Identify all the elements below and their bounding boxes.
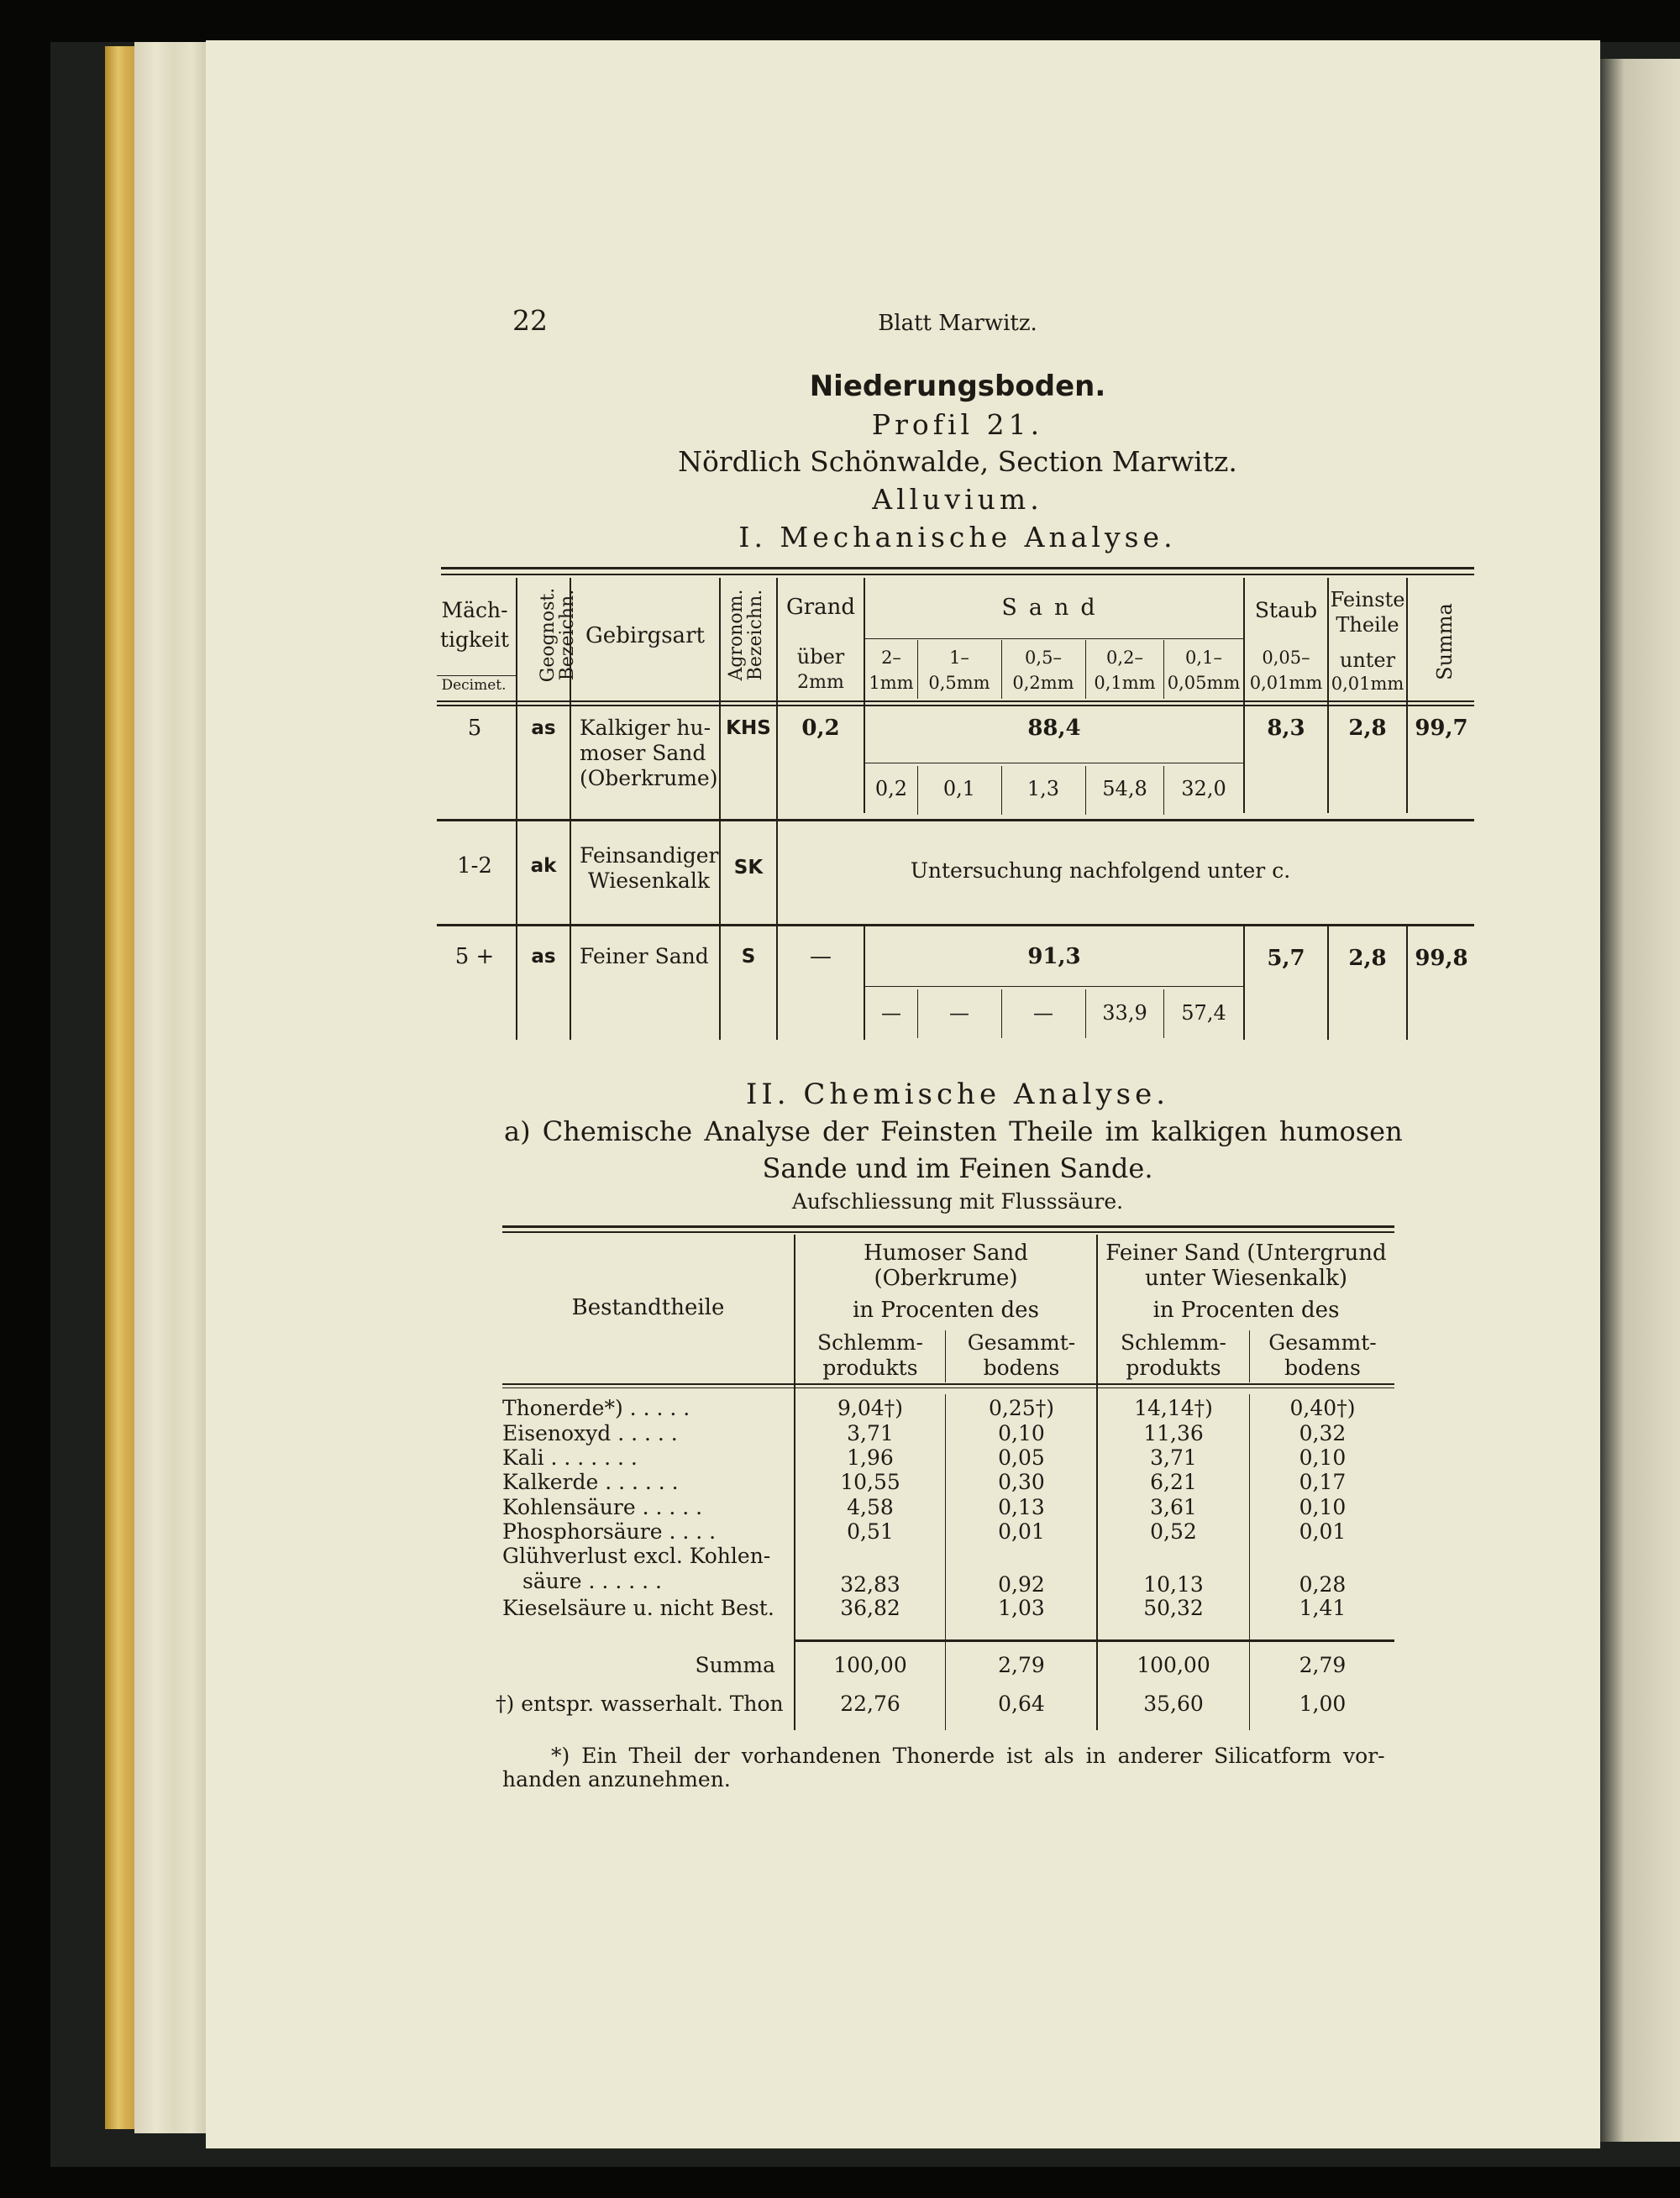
row3-gebirgsart-1: Feiner Sand: [580, 944, 709, 968]
chem-row-value: 0,30: [998, 1470, 1045, 1494]
chem-thon-value: 0,64: [998, 1692, 1045, 1716]
chem-row-value: 3,61: [1150, 1495, 1197, 1519]
chem-summa-value: 100,00: [1137, 1653, 1210, 1677]
col-maechtigkeit-2: tigkeit: [439, 627, 510, 652]
row1-gebirgsart-2: moser Sand: [580, 741, 706, 765]
row1-maechtigkeit: 5: [467, 716, 482, 741]
chem-row-value: 50,32: [1143, 1596, 1204, 1620]
formation-line: Alluvium.: [872, 483, 1043, 516]
chem-row-name: Kali . . . . . . .: [502, 1445, 638, 1470]
chem-row-name: Eisenoxyd . . . . .: [502, 1421, 678, 1445]
chem-summa-value: 100,00: [833, 1653, 907, 1677]
chem-row-value: 36,82: [840, 1596, 900, 1620]
col-sand-01-005: 0,1–0,05mm: [1167, 648, 1241, 693]
col-sand-2-1: 2–1mm: [869, 648, 914, 693]
chemical-heading: II. Chemische Analyse.: [745, 1078, 1170, 1111]
chem-row-name: Glühverlust excl. Kohlen-: [502, 1544, 771, 1568]
chem-row-name: Kalkerde . . . . . .: [502, 1470, 679, 1494]
chem-row-value: 0,25†): [989, 1396, 1054, 1420]
col-sand-05-02: 0,5–0,2mm: [1012, 648, 1074, 693]
row3-sand-2: —: [949, 1001, 969, 1025]
col-grand-ueber: über: [796, 645, 845, 669]
page-stack-edge: [134, 42, 206, 2133]
row3-sand-4: 33,9: [1102, 1001, 1147, 1025]
chem-col-schlemm-2a: produkts: [822, 1356, 918, 1380]
chem-row-name: Phosphorsäure . . . .: [502, 1519, 717, 1544]
profile-title: Profil 21.: [871, 408, 1044, 441]
col-staub-size: 0,05–0,01mm: [1249, 648, 1323, 693]
col-decimet: Decimet.: [441, 677, 507, 694]
row3-grand: —: [810, 944, 832, 969]
row2-note: Untersuchung nachfolgend unter c.: [910, 858, 1291, 883]
chem-row-value: 0,51: [847, 1519, 894, 1544]
chem-col-humoser-2: (Oberkrume): [874, 1266, 1018, 1291]
chem-row-value: 0,92: [998, 1572, 1045, 1597]
chem-summa-value: 2,79: [1299, 1653, 1347, 1677]
row2-gebirgsart-2: Wiesenkalk: [588, 868, 710, 893]
col-summa: Summa: [1433, 603, 1457, 680]
col-feinste-3: unter: [1339, 648, 1396, 672]
chem-row-value: 10,55: [840, 1470, 900, 1494]
chemical-subheading-1: a) Chemische Analyse der Feinsten Theile im kalkigen humosen: [504, 1115, 1403, 1147]
footnote-line-2: handen anzunehmen.: [502, 1767, 731, 1791]
gilt-page-edges: [105, 46, 134, 2129]
col-feinste-1: Feinste: [1330, 588, 1405, 611]
col-feinste-size: 0,01mm: [1331, 674, 1404, 694]
chem-row-value: 0,01: [998, 1519, 1045, 1544]
chemical-method: Aufschliessung mit Flusssäure.: [791, 1189, 1124, 1214]
chem-col-humoser-1: Humoser Sand: [864, 1241, 1028, 1266]
col-maechtigkeit-1: Mäch-: [441, 598, 508, 622]
row1-grand: 0,2: [801, 716, 840, 741]
row2-maechtigkeit: 1-2: [457, 853, 492, 879]
chem-row-name: säure . . . . . .: [522, 1569, 662, 1593]
chem-col-schlemm-2b: produkts: [1126, 1356, 1221, 1380]
chemical-subheading-2: Sande und im Feinen Sande.: [762, 1152, 1153, 1184]
chem-row-value: 0,28: [1299, 1572, 1347, 1597]
row3-sand-1: —: [881, 1001, 901, 1025]
chem-col-schlemm-1a: Schlemm-: [817, 1330, 923, 1355]
footnote-line-1: *) Ein Theil der vorhandenen Thonerde ist als in anderer Silicatform vor-: [551, 1744, 1385, 1768]
chem-row-value: 4,58: [847, 1495, 894, 1519]
chem-col-gesammt-1a: Gesammt-: [967, 1330, 1076, 1355]
chem-col-feiner-2: unter Wiesenkalk): [1145, 1266, 1347, 1291]
row1-sand-total: 88,4: [1027, 716, 1081, 741]
col-agronom-1: Agronom.: [726, 589, 747, 681]
chem-thon-value: 22,76: [840, 1692, 900, 1716]
chem-row-value: 0,17: [1299, 1470, 1347, 1494]
chem-col-bestandtheile: Bestandtheile: [571, 1295, 725, 1320]
page-number: 22: [512, 304, 548, 337]
facing-page: [1600, 59, 1680, 2142]
row1-gebirgsart-3: (Oberkrume): [580, 766, 718, 790]
location-line: Nördlich Schönwalde, Section Marwitz.: [678, 445, 1237, 478]
chem-row-value: 0,32: [1299, 1421, 1347, 1445]
page-title: Niederungsboden.: [809, 370, 1106, 403]
row3-geognost: as: [531, 946, 556, 968]
chem-row-value: 0,13: [998, 1495, 1045, 1519]
chem-row-value: 0,40†): [1289, 1396, 1356, 1420]
row2-gebirgsart-1: Feinsandiger: [580, 843, 719, 868]
chem-row-value: 11,36: [1143, 1421, 1204, 1445]
chem-row-value: 0,05: [998, 1445, 1045, 1470]
col-agronom-2: Bezeichn.: [745, 589, 766, 681]
col-sand: Sand: [1001, 595, 1107, 621]
chem-row-name: Kieselsäure u. nicht Best.: [502, 1596, 774, 1620]
row1-sand-4: 54,8: [1102, 777, 1147, 800]
chem-row-value: 0,01: [1299, 1519, 1347, 1544]
row1-sand-1: 0,2: [874, 777, 908, 800]
chem-col-gesammt-1b: Gesammt-: [1268, 1330, 1377, 1355]
chem-row-value: 1,96: [847, 1445, 894, 1470]
chem-row-value: 6,21: [1150, 1470, 1197, 1494]
col-sand-02-01: 0,2–0,1mm: [1094, 648, 1156, 693]
row3-sand-total: 91,3: [1027, 944, 1081, 969]
row3-feinste: 2,8: [1348, 946, 1387, 971]
chem-col-feiner-3: in Procenten des: [1152, 1298, 1340, 1323]
col-geognost-2: Bezeichn.: [557, 589, 578, 681]
row1-sand-2: 0,1: [942, 777, 976, 800]
row1-agronom: KHS: [726, 717, 771, 739]
row1-staub: 8,3: [1267, 716, 1305, 741]
mechanical-heading: I. Mechanische Analyse.: [738, 521, 1177, 553]
row1-sand-3: 1,3: [1026, 777, 1060, 800]
chem-row-value: 32,83: [840, 1572, 900, 1597]
chem-row-value: 0,10: [1299, 1445, 1347, 1470]
chem-row-value: 0,10: [1299, 1495, 1347, 1519]
chem-summa-label: Summa: [695, 1653, 775, 1677]
chem-col-gesammt-2b: bodens: [1284, 1356, 1361, 1380]
row1-sand-5: 32,0: [1181, 777, 1226, 800]
row2-agronom: SK: [733, 857, 764, 879]
chem-row-name: Thonerde*) . . . . .: [502, 1396, 690, 1420]
chem-row-value: 1,03: [998, 1596, 1045, 1620]
col-grand-size: 2mm: [797, 672, 844, 693]
chem-thon-value: 1,00: [1299, 1692, 1347, 1716]
chem-row-value: 3,71: [1150, 1445, 1197, 1470]
row3-summa: 99,8: [1415, 946, 1468, 971]
chem-row-value: 9,04†): [837, 1396, 903, 1420]
chem-thon-label: †) entspr. wasserhalt. Thon: [496, 1692, 784, 1716]
row1-summa: 99,7: [1415, 716, 1468, 741]
row3-sand-5: 57,4: [1181, 1001, 1226, 1025]
row3-agronom: S: [741, 946, 756, 968]
chem-row-name: Kohlensäure . . . . .: [502, 1495, 703, 1519]
chem-row-value: 0,52: [1150, 1519, 1197, 1544]
row3-sand-3: —: [1033, 1001, 1053, 1025]
chem-thon-value: 35,60: [1143, 1692, 1204, 1716]
chem-col-humoser-3: in Procenten des: [853, 1298, 1039, 1323]
col-grand: Grand: [785, 595, 856, 620]
col-geognost-1: Geognost.: [538, 587, 559, 683]
row1-feinste: 2,8: [1348, 716, 1387, 741]
chem-row-value: 10,13: [1143, 1572, 1204, 1597]
chem-col-feiner-1: Feiner Sand (Untergrund: [1105, 1241, 1387, 1266]
chem-col-gesammt-2a: bodens: [983, 1356, 1060, 1380]
chem-row-value: 0,10: [998, 1421, 1045, 1445]
chem-col-schlemm-1b: Schlemm-: [1121, 1330, 1226, 1355]
col-feinste-2: Theile: [1336, 613, 1399, 637]
col-sand-1-05: 1–0,5mm: [928, 648, 990, 693]
col-gebirgsart: Gebirgsart: [585, 623, 705, 648]
row2-geognost: ak: [530, 855, 557, 877]
chem-summa-value: 2,79: [998, 1653, 1045, 1677]
row3-maechtigkeit: 5 +: [454, 944, 495, 969]
row1-gebirgsart-1: Kalkiger hu-: [580, 716, 711, 740]
chem-row-value: 3,71: [847, 1421, 894, 1445]
row3-staub: 5,7: [1267, 946, 1305, 971]
row1-geognost: as: [531, 717, 556, 739]
chem-row-value: 1,41: [1299, 1596, 1347, 1620]
chem-row-value: 14,14†): [1134, 1396, 1213, 1420]
running-head: Blatt Marwitz.: [878, 311, 1037, 336]
col-staub: Staub: [1254, 598, 1318, 622]
